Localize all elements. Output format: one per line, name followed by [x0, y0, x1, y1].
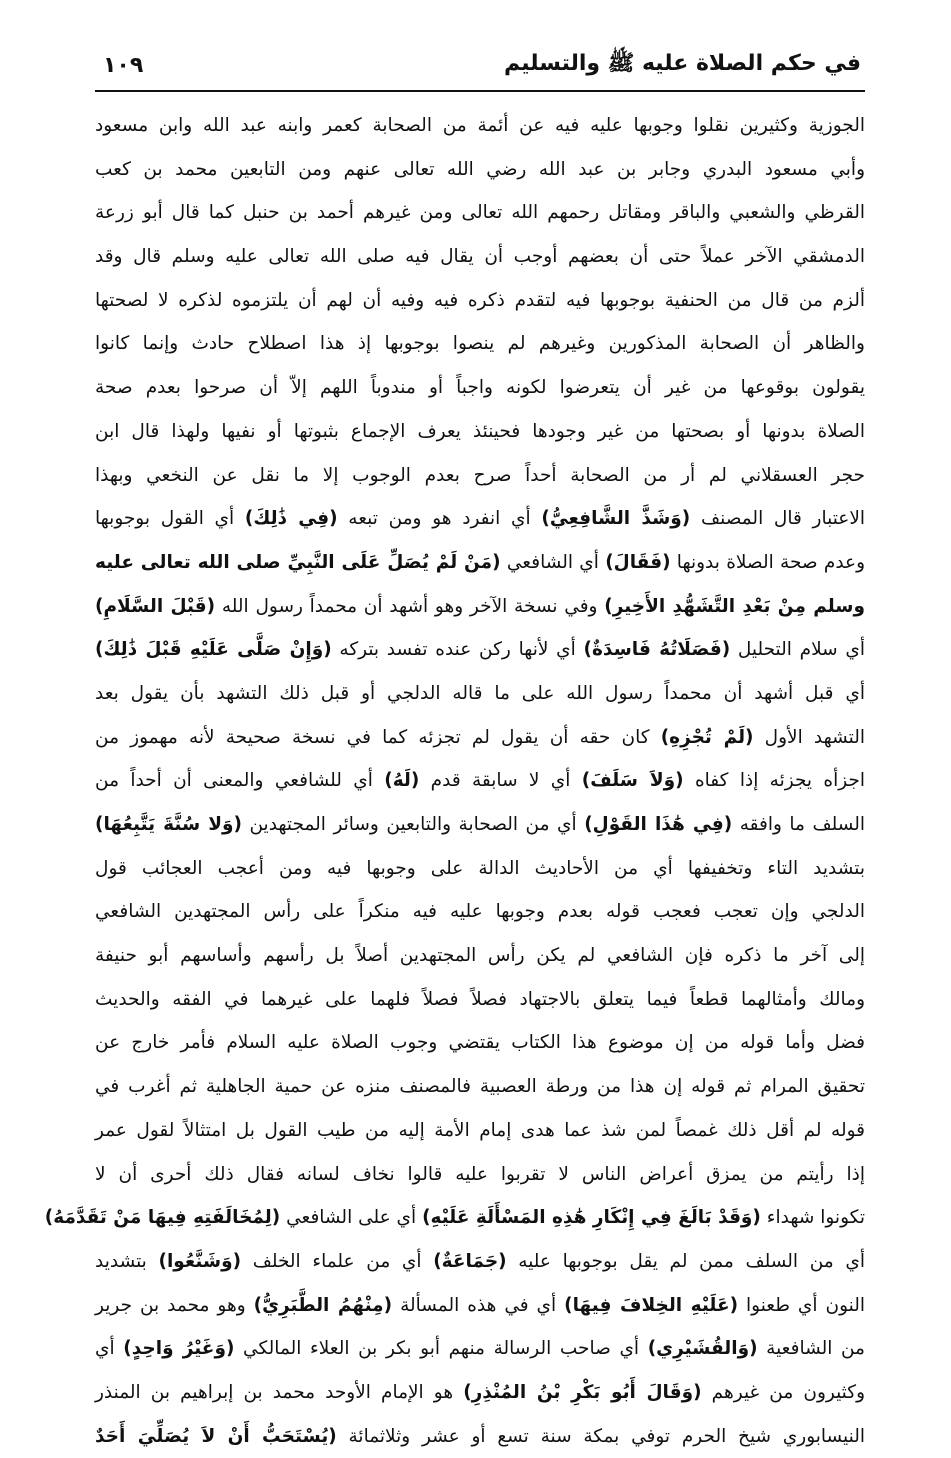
commentary-text: التشهد الأول [753, 726, 865, 748]
body-text [44, 104, 866, 1458]
quoted-matn-text: (فَصَلَاتُهُ فَاسِدَةٌ) [583, 639, 731, 661]
commentary-text: أي الشافعي [500, 551, 606, 573]
commentary-text: أي سلام التحليل [730, 639, 865, 661]
text-line [95, 934, 865, 978]
page-header [95, 40, 865, 92]
commentary-text: والظاهر أن الصحابة المذكورين وغيرهم لم ينصوا بوجوبها إذ هذا اصطلاح حادث وإنما كانوا [95, 333, 865, 355]
text-line [95, 1021, 865, 1065]
commentary-text: الصلاة بدونها أو بصحتها من غير وجودها فحينئذ يعرف الإجماع بثبوتها أو نفيها ولهذا قال ابن [95, 420, 865, 442]
text-line [95, 1240, 865, 1284]
commentary-text: هو الإمام الأوحد محمد بن إبراهيم بن المنذر [95, 1381, 464, 1403]
quoted-matn-text: (فِي ذَٰلِكَ) [244, 508, 338, 530]
commentary-text: إذا رأيتم من يمزق أعراض الناس لا تقربوا عليه قالوا نخاف لسانه فقال ذلك أحرى أن لا [95, 1163, 865, 1185]
quoted-matn-text: (مِنْهُمُ الطَّبَرِيُّ) [253, 1294, 393, 1316]
commentary-text: السلف ما وافقه [732, 814, 866, 835]
commentary-text: أي من الصحابة والتابعين وسائر المجتهدين [241, 814, 585, 835]
commentary-text: من الشافعية [757, 1338, 865, 1360]
text-line [95, 104, 865, 148]
text-line [95, 235, 865, 279]
commentary-text: ألزم من قال من الحنفية بوجوبها فيه لتقدم ذكره فيه وفيه أن لهم أن يلتزموه لذكره لا لصحتها [95, 289, 865, 311]
commentary-text: أي قبل أشهد أن محمداً رسول الله على ما قاله الدلجي أو قبل ذلك التشهد بأن يقول بعد [95, 682, 865, 704]
commentary-text: حجر العسقلاني لم أر من الصحابة أحداً صرح بعدم الوجوب إلا ما نقل عن النخعي وبهذا [95, 464, 865, 486]
text-line [95, 759, 865, 803]
quoted-matn-text: (وَشَنَّعُوا) [158, 1250, 242, 1272]
commentary-text: فضل وأما قوله من إن موضوع هذا الكتاب يقتضي وجوب الصلاة عليه السلام فأمر خارج عن [95, 1032, 865, 1054]
text-line [95, 541, 865, 585]
text-line [95, 191, 865, 235]
commentary-text: النون أي طعنوا [738, 1294, 866, 1316]
quoted-matn-text: (وَقَدْ بَالَغَ فِي إِنْكَارِ هَٰذِهِ المَسْأَلَةِ عَلَيْهِ) [422, 1207, 761, 1229]
commentary-text: تكونوا شهداء [760, 1207, 865, 1229]
quoted-matn-text: (فَقَالَ) [605, 551, 671, 573]
quoted-matn-text: وسلم مِنْ بَعْدِ التَّشَهُّدِ الأَخِيرِ) [604, 595, 865, 617]
commentary-text: بتشديد التاء وتخفيفها أي من الأحاديث الدالة على وجوبها فيه ومن أعجب العجائب قول [95, 857, 865, 879]
commentary-text: الجوزية وكثيرين نقلوا وجوبها عليه فيه عن أئمة من الصحابة كعمر وابنه عبد الله وابن مسعود [95, 115, 865, 136]
commentary-text: أي على الشافعي [280, 1207, 423, 1229]
text-line [95, 716, 865, 760]
text-line [95, 454, 865, 498]
commentary-text: كان حقه أن يقول لم تجزئه كما في نسخة صحيحة لأنه مهموز من [95, 726, 661, 748]
quoted-matn-text: (عَلَيْهِ الخِلافَ فِيهَا) [564, 1294, 739, 1316]
page-number: ١٠٩ [103, 52, 144, 78]
text-line [95, 978, 865, 1022]
text-line [95, 497, 865, 541]
text-line [95, 1415, 865, 1458]
commentary-text: أي صاحب الرسالة منهم أبو بكر بن العلاء المالكي [234, 1338, 648, 1360]
text-line [44, 1196, 865, 1240]
commentary-text: وهو محمد بن جرير [95, 1294, 254, 1316]
text-line [95, 672, 865, 716]
quoted-matn-text: (فِي هَٰذَا القَوْلِ) [584, 814, 733, 835]
commentary-text: أي للشافعي والمعنى أن أحداً من [95, 770, 385, 792]
text-line [95, 1153, 865, 1197]
text-line [95, 890, 865, 934]
commentary-text: إلى آخر ما ذكره فإن الشافعي لم يكن رأس المجتهدين أصلاً بل رأسهم وأساسهم أبو حنيفة [95, 945, 865, 967]
text-line [95, 1109, 865, 1153]
text-line [95, 366, 865, 410]
text-line [95, 148, 865, 192]
commentary-text: أي في هذه المسألة [392, 1294, 565, 1316]
commentary-text: أي من السلف ممن لم يقل بوجوبها عليه [506, 1250, 866, 1272]
commentary-text: أي لأنها ركن عنده تفسد بتركه [331, 639, 584, 661]
commentary-text: قوله لم أقل ذلك غمصاً لمن شذ عما هدى إمام الأمة إليه من طيب القول بل امتثالاً لقول عمر [95, 1119, 865, 1141]
commentary-text: وأبي مسعود البدري وجابر بن عبد الله رضي الله تعالى عنهم ومن التابعين محمد بن كعب [95, 158, 865, 180]
quoted-matn-text: (مَنْ لَمْ يُصَلِّ عَلَى النَّبِيِّ صلى الله تعالى عليه [95, 551, 501, 573]
text-line [95, 410, 865, 454]
commentary-text: الدلجي وإن تعجب فعجب قوله بعدم وجوبها عليه فيه منكراً على رأس المجتهدين الشافعي [95, 901, 865, 923]
commentary-text: بتشديد [95, 1250, 159, 1272]
text-line [95, 279, 865, 323]
commentary-text: النيسابوري شيخ الحرم توفي بمكة سنة تسع أو عشر وثلاثمائة [336, 1425, 865, 1447]
quoted-matn-text: (وَغَيْرُ وَاحِدٍ) [123, 1338, 235, 1360]
commentary-text: وعدم صحة الصلاة بدونها [670, 551, 866, 573]
text-line [95, 1327, 865, 1371]
commentary-text: اجزأه يجزئه إذا كفاه [683, 770, 865, 792]
quoted-matn-text: (لَمْ تُجْزِهِ) [660, 726, 754, 748]
book-page [44, 40, 866, 1447]
commentary-text: أي [95, 1338, 124, 1360]
commentary-text: أي لا سابقة قدم [419, 770, 582, 792]
commentary-text: أي من علماء الخلف [241, 1250, 434, 1272]
commentary-text: تحقيق المرام ثم قوله إن هذا من ورطة العصبية فالمصنف منزه عن حمية الجاهلية ثم أغرب في [95, 1076, 865, 1098]
commentary-text: أي القول بوجوبها [95, 508, 245, 530]
text-line [95, 803, 865, 847]
quoted-matn-text: (وَلا سُنَّةَ يَتَّبِعُهَا) [95, 814, 242, 835]
text-line [95, 1065, 865, 1109]
quoted-matn-text: (يُسْتَحَبُّ أَنْ لاَ يُصَلِّيَ أَحَدٌ [95, 1425, 337, 1447]
text-line [95, 1284, 865, 1328]
text-line [95, 1371, 865, 1415]
running-title: في حكم الصلاة عليه ﷺ والتسليم [504, 51, 861, 76]
quoted-matn-text: (وَالقُشَيْرِي) [647, 1338, 758, 1360]
quoted-matn-text: (وَقَالَ أَبُو بَكْرِ بْنُ المُنْذِرِ) [463, 1381, 702, 1403]
commentary-text: الدمشقي الآخر عملاً حتى أن بعضهم أوجب أن يقال فيه صلى الله تعالى عليه وسلم قال وقد [95, 246, 865, 268]
text-line [95, 628, 865, 672]
commentary-text: يقولون بوقوعها من غير أن يتعرضوا لكونه واجباً أو مندوباً اللهم إلاّ أن صرحوا بعدم صحة [95, 377, 865, 399]
commentary-text: الاعتبار قال المصنف [690, 508, 866, 530]
commentary-text: أي انفرد هو ومن تبعه [337, 508, 542, 530]
commentary-text: القرظي والشعبي والباقر ومقاتل رحمهم الله تعالى ومن غيرهم أحمد بن حنبل كما قال أبو زرعة [95, 202, 865, 224]
text-line [95, 847, 865, 891]
commentary-text: ومالك وأمثالهما قطعاً فيما يتعلق بالاجتهاد فصلاً فصلاً فلهما على غيرهما في الفقه والحديث [95, 988, 865, 1010]
quoted-matn-text: (جَمَاعَةٌ) [433, 1250, 507, 1272]
commentary-text: وكثيرون من غيرهم [701, 1381, 865, 1403]
quoted-matn-text: (لِمُخَالَفَتِهِ فِيهَا مَنْ تَقَدَّمَهُ) [44, 1207, 281, 1229]
commentary-text: وفي نسخة الآخر وهو أشهد أن محمداً رسول الله [215, 595, 605, 617]
quoted-matn-text: (وَشَذَّ الشَّافِعِيُّ) [541, 508, 691, 530]
quoted-matn-text: (وَإِنْ صَلَّى عَلَيْهِ قَبْلَ ذَٰلِكَ) [95, 639, 332, 661]
quoted-matn-text: (قَبْلَ السَّلَامِ) [95, 595, 216, 617]
text-line [95, 585, 865, 629]
quoted-matn-text: (وَلاَ سَلَفَ) [581, 770, 684, 792]
text-line [95, 322, 865, 366]
quoted-matn-text: (لَهُ) [384, 770, 420, 792]
